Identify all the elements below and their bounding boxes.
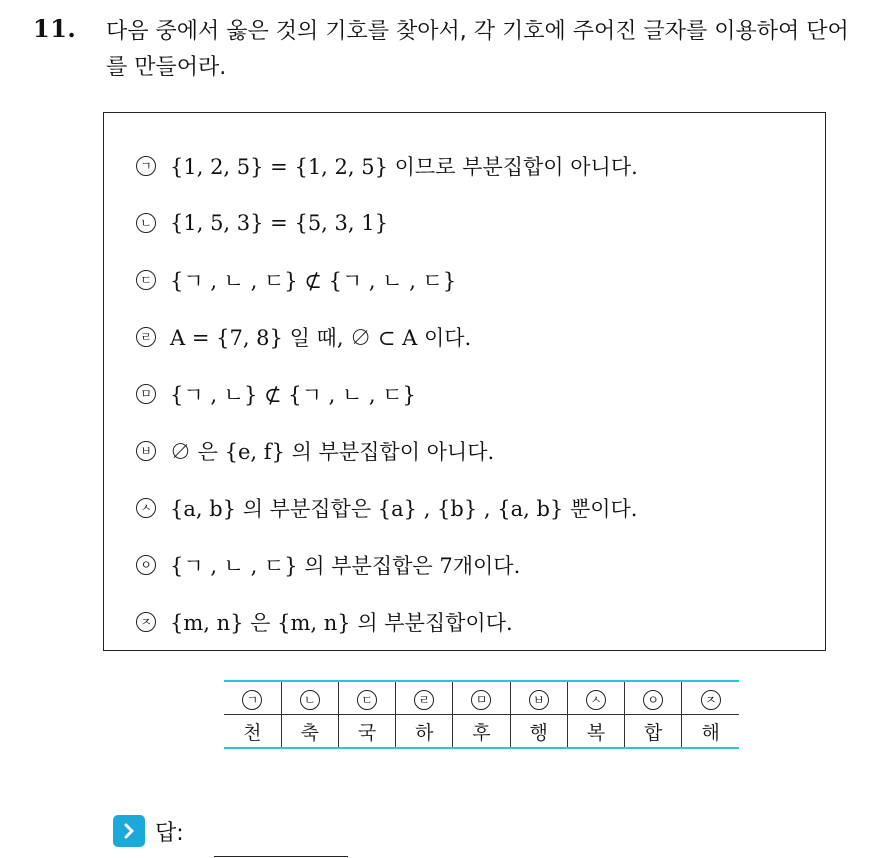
statement-text: {1, 2, 5} = {1, 2, 5} 이므로 부분집합이 아니다. <box>170 155 638 179</box>
marker-circle: ㄷ <box>136 270 156 290</box>
key-cell <box>453 681 510 715</box>
marker-circle: ㅈ <box>701 690 721 710</box>
key-letters-row <box>224 715 739 749</box>
key-letter: 천 <box>224 715 281 749</box>
key-markers-row <box>224 681 739 715</box>
key-letter: 복 <box>567 715 624 749</box>
marker-circle: ㅁ <box>471 690 491 710</box>
key-table <box>224 680 739 749</box>
key-letter: 하 <box>396 715 453 749</box>
marker-circle: ㅇ <box>136 555 156 575</box>
statement-item <box>136 263 456 297</box>
statement-item <box>136 548 520 582</box>
answer-blank[interactable] <box>214 856 348 857</box>
key-cell <box>338 681 395 715</box>
statement-text: {ㄱ , ㄴ , ㄷ} ⊄ {ㄱ , ㄴ , ㄷ} <box>170 269 457 293</box>
statement-item <box>136 434 494 468</box>
key-letter: 축 <box>281 715 338 749</box>
key-letter: 합 <box>625 715 682 749</box>
marker-circle: ㅈ <box>136 612 156 632</box>
statement-item <box>136 149 638 183</box>
statement-text: {1, 5, 3} = {5, 3, 1} <box>170 211 388 235</box>
marker-circle: ㄴ <box>136 213 156 233</box>
key-letter: 후 <box>453 715 510 749</box>
statement-text: {ㄱ , ㄴ} ⊄ {ㄱ , ㄴ , ㄷ} <box>170 383 416 407</box>
key-cell <box>682 681 739 715</box>
key-letter: 행 <box>510 715 567 749</box>
question-text: 다음 중에서 옳은 것의 기호를 찾아서, 각 기호에 주어진 글자를 이용하여 단어를 만들어라. <box>106 19 849 80</box>
statement-text: {ㄱ , ㄴ , ㄷ} 의 부분집합은 7개이다. <box>170 554 521 578</box>
marker-circle: ㅅ <box>136 498 156 518</box>
statement-item <box>136 206 388 240</box>
marker-circle: ㅂ <box>136 441 156 461</box>
key-cell <box>625 681 682 715</box>
statement-item <box>136 377 416 411</box>
marker-circle: ㄷ <box>357 690 377 710</box>
marker-circle: ㅅ <box>586 690 606 710</box>
key-cell <box>396 681 453 715</box>
statement-text: ∅ 은 {e, f} 의 부분집합이 아니다. <box>170 440 495 464</box>
question-number: 11. <box>33 14 77 43</box>
statement-text: {a, b} 의 부분집합은 {a} , {b} , {a, b} 뿐이다. <box>170 497 638 521</box>
marker-circle: ㄴ <box>300 690 320 710</box>
statement-text: A = {7, 8} 일 때, ∅ ⊂ A 이다. <box>170 326 472 350</box>
marker-circle: ㅂ <box>529 690 549 710</box>
statement-text: {m, n} 은 {m, n} 의 부분집합이다. <box>170 611 513 635</box>
statement-item <box>136 605 513 639</box>
key-cell <box>224 681 281 715</box>
marker-circle: ㄱ <box>242 690 262 710</box>
statement-item <box>136 491 637 525</box>
answer-area <box>113 815 184 847</box>
marker-circle: ㄹ <box>414 690 434 710</box>
key-letter: 국 <box>338 715 395 749</box>
key-letter: 해 <box>682 715 739 749</box>
chevron-right-icon <box>113 815 145 847</box>
statements-box <box>103 112 826 651</box>
key-cell <box>567 681 624 715</box>
marker-circle: ㄹ <box>136 327 156 347</box>
key-cell <box>281 681 338 715</box>
marker-circle: ㄱ <box>136 156 156 176</box>
answer-label: 답: <box>155 820 184 846</box>
statement-item <box>136 320 471 354</box>
marker-circle: ㅇ <box>643 690 663 710</box>
key-cell <box>510 681 567 715</box>
marker-circle: ㅁ <box>136 384 156 404</box>
